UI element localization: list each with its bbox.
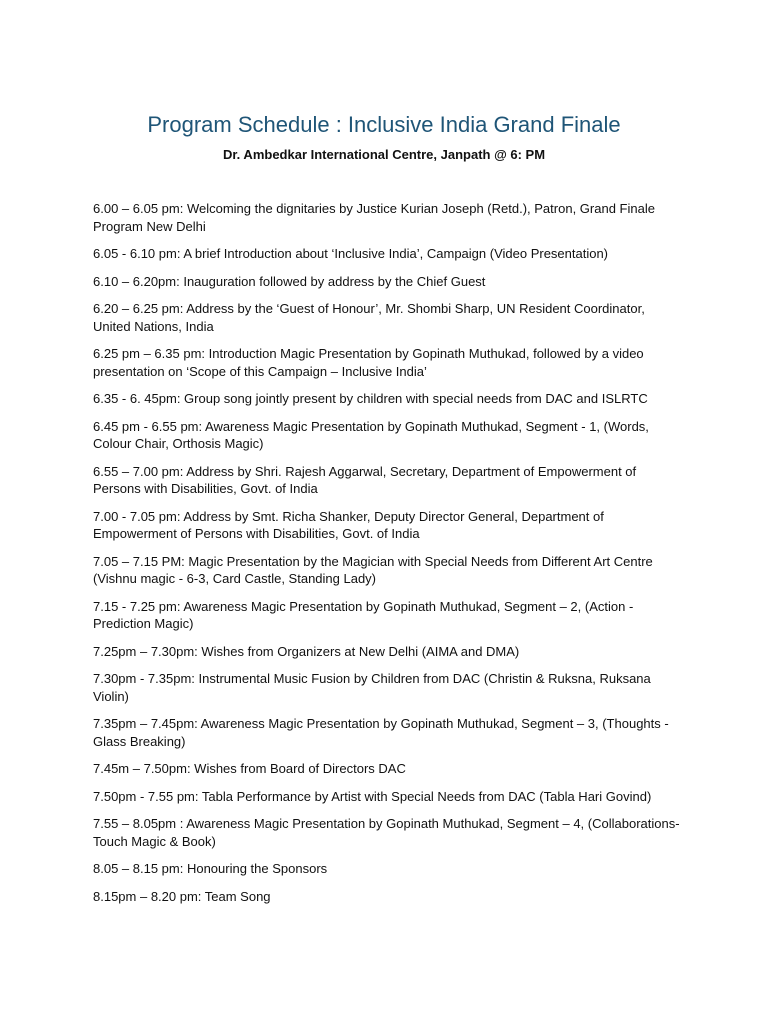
schedule-item: 6.55 – 7.00 pm: Address by Shri. Rajesh Aggarwal, Secretary, Department of Empowerment of Persons with Disabilities, Govt. of India (93, 463, 637, 496)
schedule-item: 6.05 - 6.10 pm: A brief Introduction about ‘Inclusive India’, Campaign (Video Presentation) (93, 246, 609, 261)
schedule-item: 8.15pm – 8.20 pm: Team Song (93, 888, 271, 904)
schedule-item: 6.25 pm – 6.35 pm: Introduction Magic Presentation by Gopinath Muthukad, followed by a video presentation on ‘Scope of this Campaign – Inclusive India’ (93, 346, 644, 379)
schedule-item: 6.35 - 6. 45pm: Group song jointly present by children with special needs from DAC and ISLRTC (93, 391, 648, 406)
page-subtitle: Dr. Ambedkar International Centre, Janpath @ 6: PM (222, 147, 546, 162)
schedule-item: 7.15 - 7.25 pm: Awareness Magic Presentation by Gopinath Muthukad, Segment – 2, (Action - Prediction Magic) (93, 598, 634, 631)
schedule-item: 6.45 pm - 6.55 pm: Awareness Magic Presentation by Gopinath Muthukad, Segment - 1, (Words, Colour Chair, Orthosis Magic) (93, 418, 649, 451)
schedule-item: 6.10 – 6.20pm: Inauguration followed by address by the Chief Guest (93, 273, 486, 289)
schedule-item: 7.55 – 8.05pm : Awareness Magic Presentation by Gopinath Muthukad, Segment – 4, (Collaborations- Touch Magic & Book) (93, 816, 680, 849)
page-title: Program Schedule : Inclusive India Grand Finale (147, 112, 621, 137)
schedule-item: 7.25pm – 7.30pm: Wishes from Organizers at New Delhi (AIMA and DMA) (93, 643, 520, 659)
schedule-item: 7.30pm - 7.35pm: Instrumental Music Fusion by Children from DAC (Christin & Ruksna, Ruksana Violin) (93, 671, 651, 704)
schedule-item: 7.50pm - 7.55 pm: Tabla Performance by Artist with Special Needs from DAC (Tabla Hari Govind) (93, 788, 652, 804)
schedule-list (93, 200, 683, 915)
schedule-item: 7.05 – 7.15 PM: Magic Presentation by the Magician with Special Needs from Different Art Centre (Vishnu magic - 6-3, Card Castle, Standing Lady) (93, 553, 653, 586)
schedule-item: 8.05 – 8.15 pm: Honouring the Sponsors (93, 861, 328, 876)
schedule-item: 6.00 – 6.05 pm: Welcoming the dignitaries by Justice Kurian Joseph (Retd.), Patron, Grand Finale Program New Delhi (93, 201, 655, 234)
schedule-item: 7.45m – 7.50pm: Wishes from Board of Directors DAC (93, 761, 406, 776)
schedule-item: 6.20 – 6.25 pm: Address by the ‘Guest of Honour’, Mr. Shombi Sharp, UN Resident Coordinator, United Nations, India (93, 301, 645, 334)
schedule-item: 7.00 - 7.05 pm: Address by Smt. Richa Shanker, Deputy Director General, Department of Empowerment of Persons with Disabilities, Govt. of India (93, 508, 604, 541)
schedule-item: 7.35pm – 7.45pm: Awareness Magic Presentation by Gopinath Muthukad, Segment – 3, (Thoughts - Glass Breaking) (93, 716, 669, 749)
